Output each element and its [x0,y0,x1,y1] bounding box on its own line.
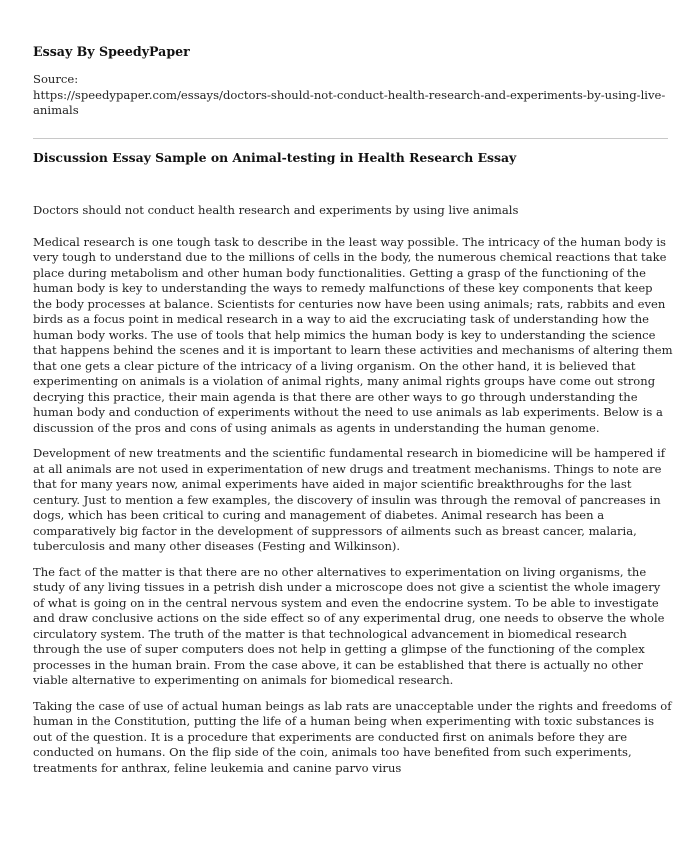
paragraph: The fact of the matter is that there are no other alternatives to experimentation on living organisms, the study of any living tissues in a petrish dish under a microscope does not give a scientist the whole imagery of what is going on in the central nervous system and even the endocrine system. To be able to investigate and draw conclusive actions on the side effect so of any experimental drug, one needs to observe the whole circulatory system. The truth of the matter is that technological advancement in biomedical research through the use of super computers does not help in getting a glimpse of the functioning of the complex processes in the human brain. From the case above, it can be established that there is actually no other viable alternative to experimenting on animals for biomedical research. [33,564,665,687]
source-block [33,72,668,119]
paragraph: Taking the case of use of actual human beings as lab rats are unacceptable under the rights and freedoms of human in the Constitution, putting the life of a human being when experimenting with toxic substances is out of the question. It is a procedure that experiments are conducted first on animals before they are conducted on humans. On the flip side of the coin, animals too have benefited from such experiments, treatments for anthrax, feline leukemia and canine parvo virus [33,698,672,775]
essay-title: Essay By SpeedyPaper [33,44,190,59]
essay-subtitle: Doctors should not conduct health research and experiments by using live animals [33,203,519,217]
essay-body [33,203,673,786]
paragraph: Development of new treatments and the scientific fundamental research in biomedicine will be hampered if at all animals are not used in experimentation of new drugs and treatment mechanisms. Things to note are that for many years now, animal experiments have aided in major scientific breakthroughs for the last century. Just to mention a few examples, the discovery of insulin was through the removal of pancreases in dogs, which has been critical to curing and management of diabetes. Animal research has been a comparatively big factor in the development of suppressors of ailments such as breast cancer, malaria, tuberculosis and many other diseases (Festing and Wilkinson). [33,446,666,553]
paragraph: Medical research is one tough task to describe in the least way possible. The intricacy of the human body is very tough to understand due to the millions of cells in the body, the numerous chemical reactions that take place during metabolism and other human body functionalities. Getting a grasp of the functioning of the human body is key to understanding the ways to remedy malfunctions of these key components that keep the body processes at balance. Scientists for centuries now have been using animals; rats, rabbits and even birds as a focus point in medical research in a way to aid the excruciating task of understanding how the human body works. The use of tools that help mimics the human body is key to understanding the science that happens behind the scenes and it is important to learn these activities and mechanisms of altering them that one gets a clear picture of the intricacy of a living organism. On the other hand, it is believed that experimenting on animals is a violation of animal rights, many animal rights groups have come out strong decrying this practice, their main agenda is that there are other ways to go through understanding the human body and conduction of experiments without the need to use animals as lab experiments. Below is a discussion of the pros and cons of using animals as agents in understanding the human genome. [33,234,673,435]
divider [33,138,668,139]
source-link[interactable]: https://speedypaper.com/essays/doctors-should-not-conduct-health-research-and-experiments-by-using-live-animals [33,87,666,117]
document-heading: Discussion Essay Sample on Animal-testing in Health Research Essay [33,150,517,165]
source-label: Source: [33,72,79,86]
